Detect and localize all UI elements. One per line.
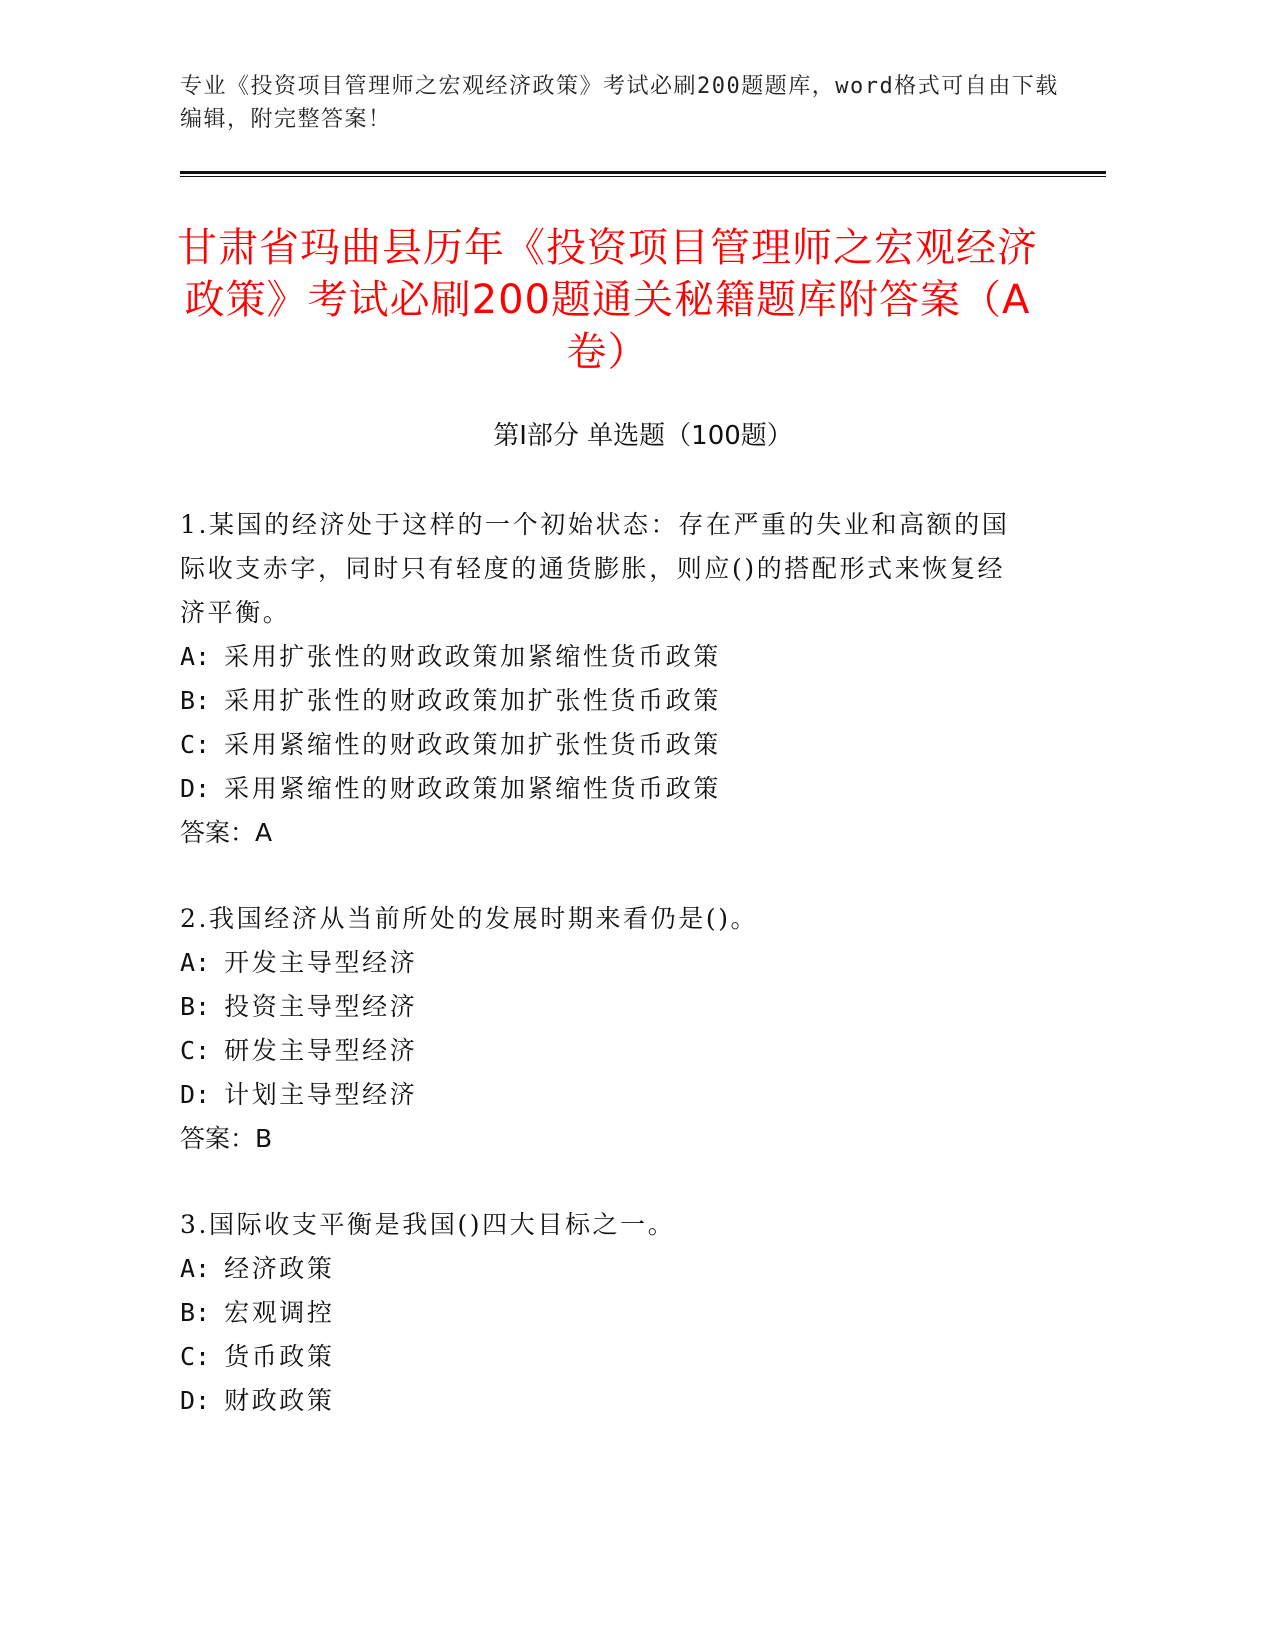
option-a bbox=[180, 941, 1030, 985]
option-c bbox=[180, 1029, 1030, 1073]
answer-line bbox=[180, 1117, 1030, 1161]
answer-line bbox=[180, 811, 1030, 855]
option-letter: B: bbox=[180, 1298, 211, 1327]
question-stem: 3.国际收支平衡是我国()四大目标之一。 bbox=[180, 1210, 676, 1239]
option-a bbox=[180, 635, 1030, 679]
header-note: 专业《投资项目管理师之宏观经济政策》考试必刷200题题库，word格式可自由下载编辑，附完整答案！ bbox=[180, 74, 1059, 132]
option-letter: D: bbox=[180, 1080, 211, 1109]
header-rule-thin bbox=[180, 176, 1106, 177]
question-2 bbox=[180, 897, 1030, 1161]
document-title: 甘肃省玛曲县历年《投资项目管理师之宏观经济政策》考试必刷200题通关秘籍题库附答案（A卷） bbox=[177, 225, 1038, 375]
option-d bbox=[180, 1073, 1030, 1117]
section-title: 第I部分 单选题（100题） bbox=[493, 421, 793, 451]
question-stem: 2.我国经济从当前所处的发展时期来看仍是()。 bbox=[180, 904, 759, 933]
option-b bbox=[180, 679, 1030, 723]
option-letter: D: bbox=[180, 1386, 211, 1415]
option-letter: A: bbox=[180, 948, 211, 977]
question-3 bbox=[180, 1203, 1030, 1423]
option-letter: C: bbox=[180, 1342, 211, 1371]
option-text: 开发主导型经济 bbox=[224, 948, 418, 977]
answer-value: B bbox=[255, 1124, 273, 1153]
header-rule-thick bbox=[180, 171, 1106, 174]
option-text: 货币政策 bbox=[224, 1342, 335, 1371]
option-b bbox=[180, 1291, 1030, 1335]
option-text: 采用紧缩性的财政政策加紧缩性货币政策 bbox=[224, 774, 721, 803]
option-letter: A: bbox=[180, 642, 211, 671]
answer-label: 答案： bbox=[180, 818, 256, 847]
option-letter: C: bbox=[180, 1036, 211, 1065]
question-stem: 1.某国的经济处于这样的一个初始状态：存在严重的失业和高额的国际收支赤字，同时只有轻度的通货膨胀，则应()的搭配形式来恢复经济平衡。 bbox=[180, 510, 1010, 627]
option-c bbox=[180, 723, 1030, 767]
option-letter: D: bbox=[180, 774, 211, 803]
option-text: 财政政策 bbox=[224, 1386, 335, 1415]
option-c bbox=[180, 1335, 1030, 1379]
option-text: 采用扩张性的财政政策加紧缩性货币政策 bbox=[224, 642, 721, 671]
option-letter: A: bbox=[180, 1254, 211, 1283]
option-text: 采用扩张性的财政政策加扩张性货币政策 bbox=[224, 686, 721, 715]
option-text: 经济政策 bbox=[224, 1254, 335, 1283]
answer-label: 答案： bbox=[180, 1124, 256, 1153]
option-d bbox=[180, 767, 1030, 811]
option-text: 宏观调控 bbox=[224, 1298, 335, 1327]
question-1 bbox=[180, 503, 1030, 855]
option-text: 采用紧缩性的财政政策加扩张性货币政策 bbox=[224, 730, 721, 759]
option-b bbox=[180, 985, 1030, 1029]
option-letter: C: bbox=[180, 730, 211, 759]
option-letter: B: bbox=[180, 992, 211, 1021]
option-text: 计划主导型经济 bbox=[224, 1080, 418, 1109]
option-text: 投资主导型经济 bbox=[224, 992, 418, 1021]
option-text: 研发主导型经济 bbox=[224, 1036, 418, 1065]
option-d bbox=[180, 1379, 1030, 1423]
question-list bbox=[180, 503, 1030, 1465]
answer-value: A bbox=[255, 818, 273, 847]
option-letter: B: bbox=[180, 686, 211, 715]
option-a bbox=[180, 1247, 1030, 1291]
